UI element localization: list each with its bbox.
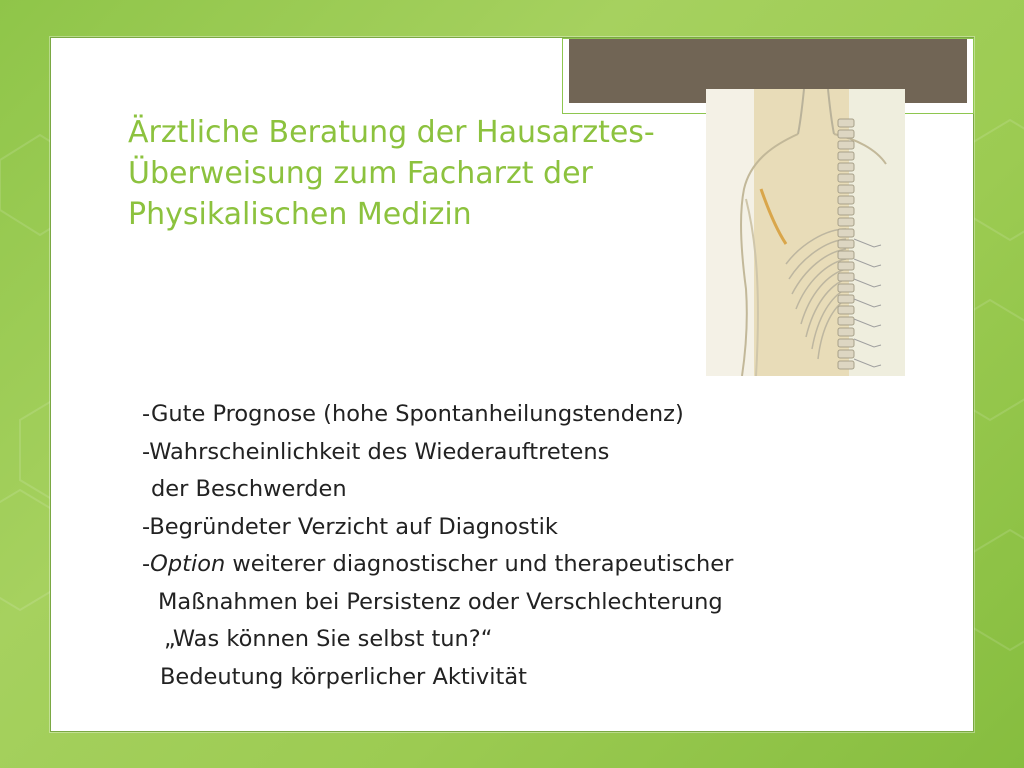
spine-anatomy-illustration xyxy=(706,89,905,376)
bullet-item: -Wahrscheinlichkeit des Wiederauftretens xyxy=(142,438,610,465)
bullet-item: -Begründeter Verzicht auf Diagnostik xyxy=(142,513,558,540)
bullet-continuation: Bedeutung körperlicher Aktivität xyxy=(160,663,527,690)
slide-title xyxy=(128,112,728,235)
bullet-list xyxy=(142,396,922,696)
bullet-continuation: der Beschwerden xyxy=(151,476,347,502)
bullet-continuation: Maßnahmen bei Persistenz oder Verschlechterung xyxy=(158,588,723,615)
bullet-quote: „Was können Sie selbst tun?“ xyxy=(164,626,493,652)
bullet-rest: weiterer diagnostischer und therapeutischer xyxy=(225,551,734,577)
bullet-item xyxy=(142,546,922,584)
title-line: Physikalischen Medizin xyxy=(128,197,472,232)
bullet-prefix: - xyxy=(142,551,151,577)
title-line: Überweisung zum Facharzt der xyxy=(128,156,593,191)
bullet-item: -Gute Prognose (hohe Spontanheilungstendenz) xyxy=(142,401,684,427)
bullet-emphasis: Option xyxy=(150,551,226,577)
title-line: Ärztliche Beratung der Hausarztes- xyxy=(128,115,655,150)
